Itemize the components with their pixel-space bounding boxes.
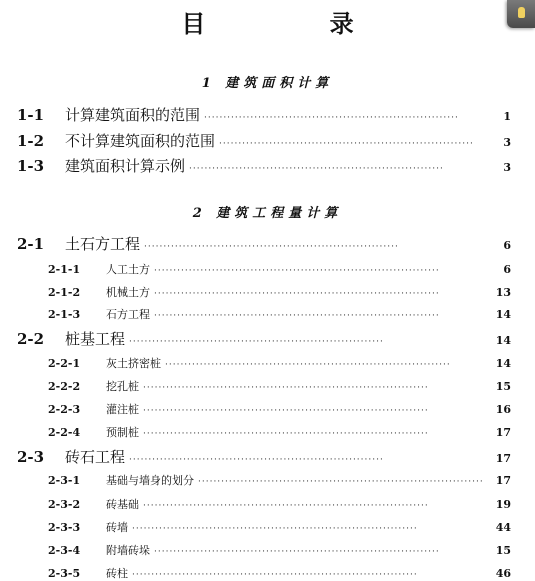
dot-leader: ·········································································· xyxy=(154,289,440,299)
toc-entry-2-2-3[interactable] xyxy=(48,401,511,417)
dot-leader: ·································································· xyxy=(204,113,459,123)
toc-entry-1-3[interactable] xyxy=(17,155,511,176)
entry-page: 15 xyxy=(495,380,511,393)
entry-number: 1-2 xyxy=(17,132,45,150)
entry-page: 17 xyxy=(495,452,511,465)
dot-leader: ·········································································· xyxy=(198,477,484,487)
entry-number: 2-1-2 xyxy=(48,286,81,299)
entry-title: 土石方工程 xyxy=(65,235,141,253)
entry-number: 2-2-1 xyxy=(48,357,81,370)
entry-title: 不计算建筑面积的范围 xyxy=(65,132,216,150)
entry-title: 砖柱 xyxy=(106,567,128,580)
entry-page: 17 xyxy=(495,426,511,439)
dot-leader: ·········································································· xyxy=(143,406,429,416)
entry-number: 2-3-3 xyxy=(48,521,81,534)
entry-title: 桩基工程 xyxy=(65,330,126,348)
entry-title: 石方工程 xyxy=(106,308,150,321)
dot-leader: ·········································································· xyxy=(143,383,429,393)
entry-title: 基础与墙身的划分 xyxy=(106,474,194,487)
entry-number: 2-2 xyxy=(17,330,45,348)
entry-page: 3 xyxy=(503,136,511,149)
toc-entry-2-3-2[interactable] xyxy=(48,496,511,512)
dot-leader: ·································································· xyxy=(144,242,399,252)
toc-entry-2-2-4[interactable] xyxy=(48,424,511,440)
entry-number: 2-1-3 xyxy=(48,308,81,321)
entry-number: 1-1 xyxy=(17,106,45,124)
entry-number: 2-3-4 xyxy=(48,544,81,557)
page-title: 目 录 xyxy=(181,10,412,38)
entry-title: 预制桩 xyxy=(106,426,139,439)
entry-page: 3 xyxy=(503,161,511,174)
toc-entry-1-1[interactable] xyxy=(17,104,511,125)
entry-number: 2-1 xyxy=(17,235,45,253)
entry-page: 13 xyxy=(495,286,511,299)
entry-page: 14 xyxy=(495,334,511,347)
toc-entry-2-2[interactable] xyxy=(17,328,511,349)
entry-page: 14 xyxy=(495,308,511,321)
toc-entry-2-1-3[interactable] xyxy=(48,306,511,322)
entry-title: 附墙砖垛 xyxy=(106,544,150,557)
entry-page: 6 xyxy=(503,263,511,276)
entry-title: 建筑面积计算示例 xyxy=(65,157,186,175)
entry-page: 46 xyxy=(495,567,511,580)
entry-number: 1-3 xyxy=(17,157,45,175)
dot-leader: ·········································································· xyxy=(165,360,451,370)
toc-entry-1-2[interactable] xyxy=(17,130,511,151)
entry-number: 2-3-1 xyxy=(48,474,81,487)
dot-leader: ·································································· xyxy=(129,455,384,465)
entry-title: 灰土挤密桩 xyxy=(106,357,161,370)
entry-page: 6 xyxy=(503,239,511,252)
lightbulb-icon xyxy=(518,7,525,18)
entry-number: 2-3 xyxy=(17,448,45,466)
toc-entry-2-2-2[interactable] xyxy=(48,378,511,394)
dot-leader: ·········································································· xyxy=(132,570,418,580)
entry-title: 砖石工程 xyxy=(65,448,126,466)
dot-leader: ·········································································· xyxy=(143,429,429,439)
entry-title: 挖孔桩 xyxy=(106,380,139,393)
entry-page: 14 xyxy=(495,357,511,370)
entry-number: 2-3-5 xyxy=(48,567,81,580)
toc-entry-2-3[interactable] xyxy=(17,446,511,467)
entry-page: 16 xyxy=(495,403,511,416)
entry-title: 砖墙 xyxy=(106,521,128,534)
entry-page: 15 xyxy=(495,544,511,557)
entry-number: 2-3-2 xyxy=(48,498,81,511)
section-heading-2: 2 建筑工程量计算 xyxy=(192,206,343,221)
notification-tab[interactable] xyxy=(507,0,535,28)
toc-entry-2-1-2[interactable] xyxy=(48,284,511,300)
entry-page: 17 xyxy=(495,474,511,487)
entry-page: 19 xyxy=(495,498,511,511)
entry-title: 砖基础 xyxy=(106,498,139,511)
section-heading-1: 1 建筑面积计算 xyxy=(201,76,334,91)
entry-number: 2-2-4 xyxy=(48,426,81,439)
dot-leader: ·········································································· xyxy=(143,501,429,511)
dot-leader: ·································································· xyxy=(219,139,474,149)
entry-page: 44 xyxy=(495,521,511,534)
dot-leader: ·································································· xyxy=(189,164,444,174)
toc-entry-2-1[interactable] xyxy=(17,233,511,254)
entry-title: 机械土方 xyxy=(106,286,150,299)
entry-page: 1 xyxy=(503,110,511,123)
toc-entry-2-2-1[interactable] xyxy=(48,355,511,371)
entry-number: 2-1-1 xyxy=(48,263,81,276)
dot-leader: ·········································································· xyxy=(154,547,440,557)
entry-title: 灌注桩 xyxy=(106,403,139,416)
entry-title: 人工土方 xyxy=(106,263,150,276)
dot-leader: ·········································································· xyxy=(132,524,418,534)
entry-number: 2-2-2 xyxy=(48,380,81,393)
entry-title: 计算建筑面积的范围 xyxy=(65,106,201,124)
toc-entry-2-3-5[interactable] xyxy=(48,565,511,581)
toc-entry-2-3-3[interactable] xyxy=(48,519,511,535)
toc-entry-2-3-4[interactable] xyxy=(48,542,511,558)
dot-leader: ·································································· xyxy=(129,337,384,347)
entry-number: 2-2-3 xyxy=(48,403,81,416)
toc-entry-2-1-1[interactable] xyxy=(48,261,511,277)
toc-entry-2-3-1[interactable] xyxy=(48,472,511,488)
dot-leader: ·········································································· xyxy=(154,311,440,321)
dot-leader: ·········································································· xyxy=(154,266,440,276)
